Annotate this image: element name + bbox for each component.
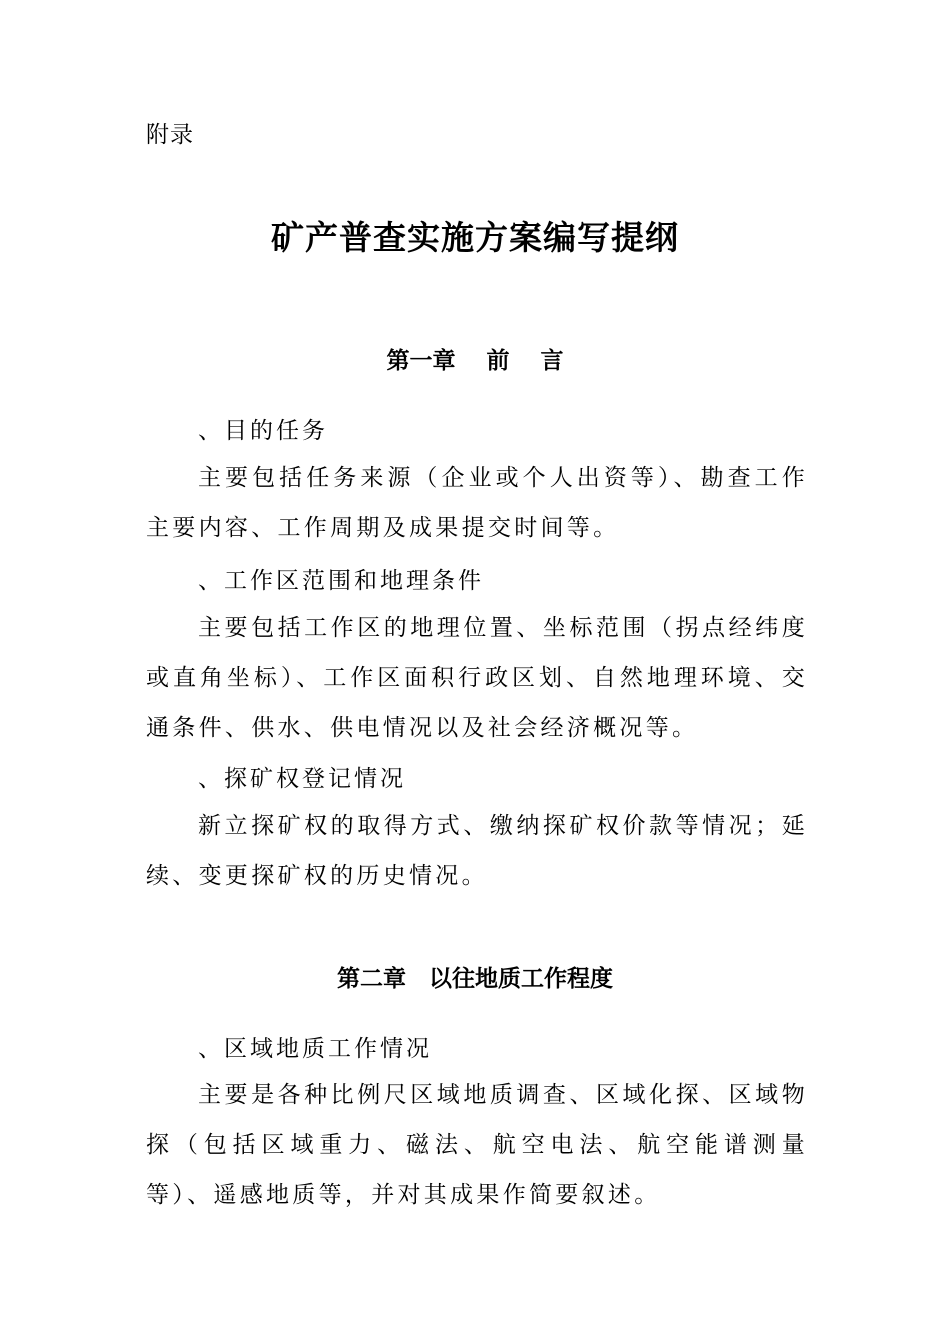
section-heading-objectives: 、目的任务	[198, 418, 328, 444]
chapter-2-title: 第二章 以往地质工作程度	[337, 966, 613, 992]
chapter-1-title: 第一章 前 言	[386, 348, 564, 374]
appendix-label: 附录	[146, 122, 194, 148]
section-heading-regional-geology: 、区域地质工作情况	[198, 1036, 432, 1062]
section-paragraph-work-area: 主要包括工作区的地理位置、坐标范围（拐点经纬度或直角坐标）、工作区面积行政区划、自然地理环境、交通条件、供水、供电情况以及社会经济概况等。	[146, 615, 808, 741]
section-heading-exploration-right: 、探矿权登记情况	[198, 766, 406, 792]
section-paragraph-regional-geology: 主要是各种比例尺区域地质调查、区域化探、区域物探（包括区域重力、磁法、航空电法、航空能谱测量等）、遥感地质等，并对其成果作简要叙述。	[146, 1082, 808, 1208]
section-paragraph-exploration-right: 新立探矿权的取得方式、缴纳探矿权价款等情况；延续、变更探矿权的历史情况。	[146, 813, 808, 889]
document-title: 矿产普查实施方案编写提纲	[271, 218, 679, 257]
section-paragraph-objectives: 主要包括任务来源（企业或个人出资等）、勘查工作主要内容、工作周期及成果提交时间等。	[146, 465, 808, 541]
section-heading-work-area: 、工作区范围和地理条件	[198, 568, 484, 594]
